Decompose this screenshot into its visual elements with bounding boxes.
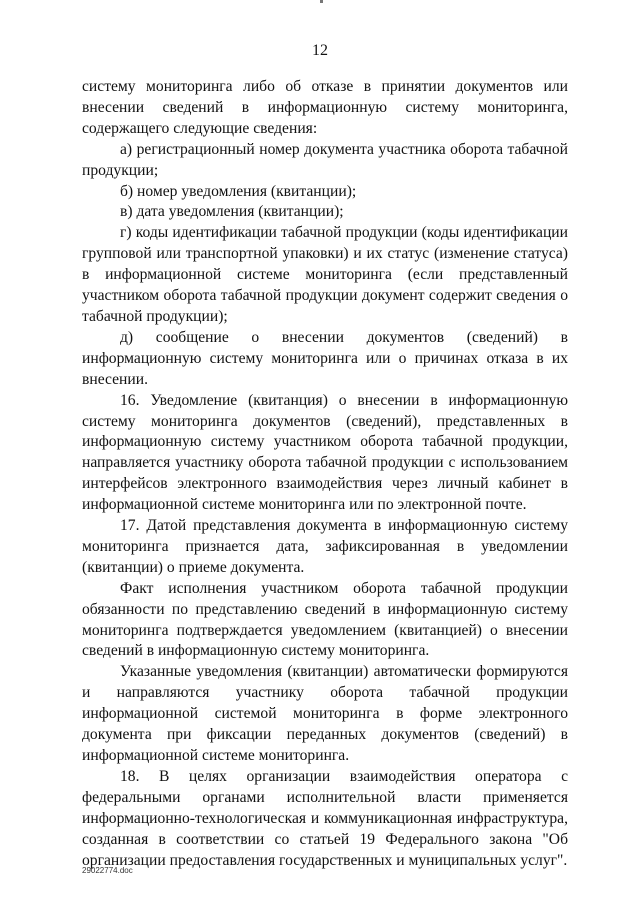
scan-mark [320,0,323,3]
list-item-a: а) регистрационный номер документа участника оборота табачной продукции; [82,140,568,179]
page-number: 12 [312,42,328,59]
paragraph-continuation: системy мониторинга либо об отказе в принятии документов или внесении сведений в информационную систему мониторинга, содержащего следующие сведения: [82,78,568,137]
list-item-g: г) коды идентификации табачной продукции (коды идентификации групповой или транспортной упаковки) и их статус (изменение статуса) в информационной системе мониторинга (если представленный участником оборота табачной продукции документ содержит сведения о табачной продукции); [82,224,568,325]
document-file-code: 29022774.doc [82,866,133,875]
paragraph-18: 18. В целях организации взаимодействия оператора с федеральными органами исполнительной власти применяется информационно-технологическая и коммуникационная инфраструктура, созданная в соответствии со статьей 19 Федерального закона "Об организации предоставления государственных и муниципальных услуг". [82,767,568,869]
paragraph-16: 16. Уведомление (квитанция) о внесении в информационную систему мониторинга документов (сведений), представленных в информационную систему участником оборота табачной продукции, направляется участнику оборота табачной продукции с использованием интерфейсов электронного взаимодействия через личный кабинет в информационной системе мониторинга или по электронной почте. [82,391,568,514]
paragraph-17-notifications: Указанные уведомления (квитанции) автоматически формируются и направляются участнику оборота табачной продукции информационной системой мониторинга в форме электронного документа при фиксации переданных документов (сведений) в информационной системе мониторинга. [82,663,568,764]
list-item-v: в) дата уведомления (квитанции); [120,203,344,221]
paragraph-17: 17. Датой представления документа в информационную систему мониторинга признается дата, зафиксированная в уведомлении (квитанции) о приеме документа. [82,517,568,576]
document-body [82,77,568,871]
list-item-b: б) номер уведомления (квитанции); [120,182,357,200]
list-item-d: д) сообщение о внесении документов (сведений) в информационную систему мониторинга или о причинах отказа в их внесении. [82,328,568,388]
paragraph-17-fact: Факт исполнения участником оборота табачной продукции обязанности по представлению сведений в информационную систему мониторинга подтверждается уведомлением (квитанцией) о внесении сведений в информационную систему мониторинга. [82,579,568,660]
